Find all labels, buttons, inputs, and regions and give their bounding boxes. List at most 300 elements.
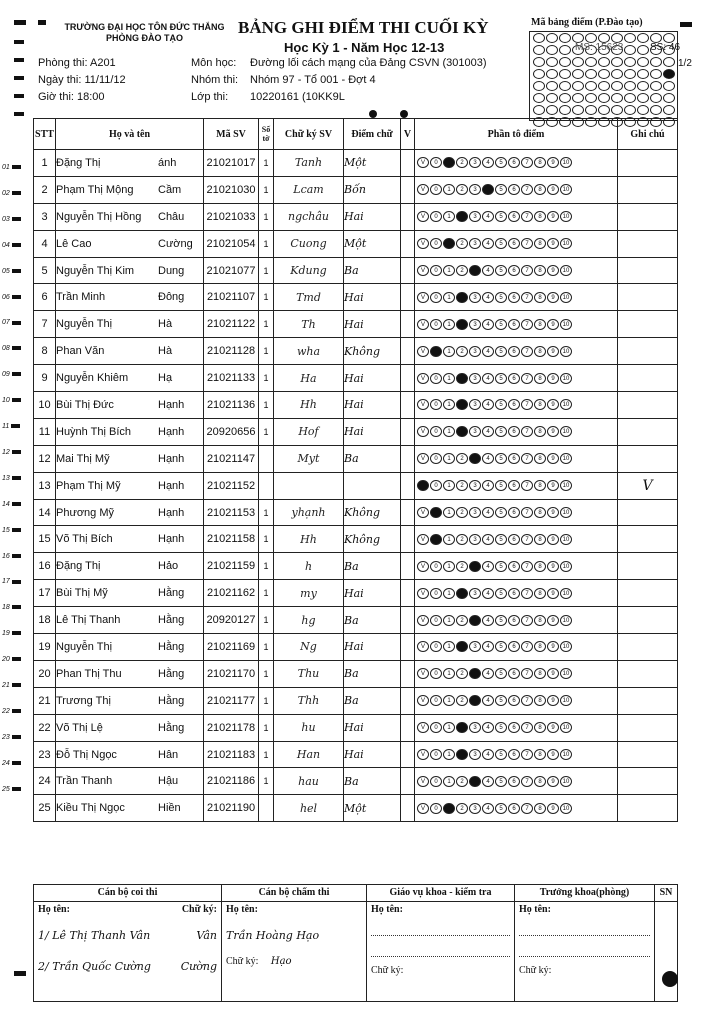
grade-bubble: V bbox=[417, 211, 429, 222]
row-marker-bar bbox=[12, 683, 21, 687]
student-last-name: Phương Mỹ bbox=[56, 506, 114, 519]
grade-bubble: 8 bbox=[534, 399, 546, 410]
v-cell bbox=[401, 176, 415, 203]
grade-bubble: 5 bbox=[495, 157, 507, 168]
student-id: 21021152 bbox=[204, 472, 259, 499]
row-stt: 16 bbox=[34, 553, 56, 580]
grade-bubbles bbox=[415, 660, 618, 687]
grade-bubble: 1 bbox=[443, 722, 455, 733]
row-marker-number: 21 bbox=[2, 682, 10, 689]
grade-bubbles bbox=[415, 392, 618, 419]
grade-bubble: 4 bbox=[482, 507, 494, 518]
student-first-name: Hậu bbox=[158, 775, 179, 788]
row-marker-bar bbox=[12, 580, 21, 584]
grade-bubble: 9 bbox=[547, 561, 559, 572]
grade-bubble: 10 bbox=[560, 346, 572, 357]
v-cell bbox=[401, 768, 415, 795]
code-bubble bbox=[650, 81, 662, 91]
grade-bubble: 8 bbox=[534, 641, 546, 652]
code-bubble bbox=[611, 69, 623, 79]
grade-bubbles bbox=[415, 553, 618, 580]
grade-word: Hai bbox=[344, 418, 401, 445]
grade-bubble: V bbox=[417, 668, 429, 679]
row-marker-bar bbox=[12, 243, 21, 247]
grade-bubble: 7 bbox=[521, 561, 533, 572]
code-bubble bbox=[585, 81, 597, 91]
sheet-count: 1 bbox=[259, 607, 274, 634]
student-first-name: Hạnh bbox=[158, 533, 185, 546]
grade-bubble: 8 bbox=[534, 292, 546, 303]
grade-bubble: 3 bbox=[469, 426, 481, 437]
student-name bbox=[56, 418, 204, 445]
registration-mark bbox=[14, 76, 24, 80]
grade-bubble: 8 bbox=[534, 803, 546, 814]
grade-bubble: 9 bbox=[547, 588, 559, 599]
grade-bubble: 5 bbox=[495, 480, 507, 491]
student-first-name: Hân bbox=[158, 748, 179, 761]
grade-bubble: 8 bbox=[534, 238, 546, 249]
grade-bubble: 3 bbox=[469, 507, 481, 518]
row-marker bbox=[2, 294, 21, 301]
student-id: 21021162 bbox=[204, 580, 259, 607]
student-name bbox=[56, 741, 204, 768]
grade-bubble: 3 bbox=[469, 211, 481, 222]
grade-bubbles bbox=[415, 445, 618, 472]
note-cell bbox=[618, 365, 678, 392]
grade-bubble: 5 bbox=[495, 803, 507, 814]
grade-bubble: 8 bbox=[534, 695, 546, 706]
note-cell bbox=[618, 526, 678, 553]
student-name bbox=[56, 795, 204, 822]
code-bubble bbox=[572, 93, 584, 103]
grade-word: Hai bbox=[344, 365, 401, 392]
proctor-2-name: 2/ Trần Quốc Cường bbox=[38, 960, 151, 973]
grade-word: Một bbox=[344, 150, 401, 177]
grade-bubble: 1 bbox=[443, 453, 455, 464]
row-marker bbox=[2, 682, 21, 689]
grade-bubble: 6 bbox=[508, 722, 520, 733]
row-stt: 11 bbox=[34, 418, 56, 445]
grade-word: Ba bbox=[344, 257, 401, 284]
subject-value: Đường lối cách mạng của Đảng CSVN (301003) bbox=[250, 57, 487, 69]
student-last-name: Bùi Thị Đức bbox=[56, 398, 114, 411]
grade-bubble: 5 bbox=[495, 534, 507, 545]
student-name bbox=[56, 284, 204, 311]
row-marker bbox=[2, 475, 21, 482]
student-name bbox=[56, 150, 204, 177]
table-row bbox=[34, 418, 678, 445]
student-first-name: Hạnh bbox=[158, 506, 185, 519]
registration-mark bbox=[680, 22, 692, 27]
registration-mark bbox=[14, 20, 26, 25]
row-marker-number: 20 bbox=[2, 656, 10, 664]
sheet-count: 1 bbox=[259, 768, 274, 795]
student-signature: hel bbox=[274, 795, 344, 822]
grade-bubble: 8 bbox=[534, 319, 546, 330]
code-bubble bbox=[533, 81, 545, 91]
grade-bubble: 10 bbox=[560, 507, 572, 518]
grade-bubble: 2 bbox=[456, 346, 468, 357]
code-bubble bbox=[559, 105, 571, 115]
row-marker bbox=[2, 656, 21, 663]
grade-bubble: 10 bbox=[560, 668, 572, 679]
grade-bubble: V bbox=[417, 561, 429, 572]
grade-bubble: 1 bbox=[443, 749, 455, 760]
grade-bubble: 9 bbox=[547, 615, 559, 626]
student-last-name: Lê Thị Thanh bbox=[56, 614, 121, 627]
student-signature: hau bbox=[274, 768, 344, 795]
row-stt: 7 bbox=[34, 311, 56, 338]
proctor-cell bbox=[34, 902, 222, 1002]
code-bubble bbox=[650, 57, 662, 67]
student-first-name: Hà bbox=[158, 318, 173, 331]
grade-bubble bbox=[456, 399, 468, 410]
table-row bbox=[34, 230, 678, 257]
code-bubble bbox=[611, 93, 623, 103]
grade-bubble: 0 bbox=[430, 238, 442, 249]
grade-bubble: 10 bbox=[560, 803, 572, 814]
note-cell bbox=[618, 499, 678, 526]
grade-bubble: 5 bbox=[495, 238, 507, 249]
grade-bubble: 0 bbox=[430, 803, 442, 814]
v-cell bbox=[401, 499, 415, 526]
student-signature: Tmd bbox=[274, 284, 344, 311]
grade-bubble: 9 bbox=[547, 507, 559, 518]
row-marker-bar bbox=[12, 476, 21, 480]
row-marker-bar bbox=[12, 217, 21, 221]
table-row bbox=[34, 607, 678, 634]
dotted-line bbox=[519, 936, 650, 957]
grade-bubble: 3 bbox=[469, 534, 481, 545]
code-bubble bbox=[611, 57, 623, 67]
student-signature: h bbox=[274, 553, 344, 580]
grade-bubble: 4 bbox=[482, 615, 494, 626]
grade-bubble: 3 bbox=[469, 399, 481, 410]
grade-bubble bbox=[456, 749, 468, 760]
row-marker-bar bbox=[12, 165, 21, 169]
proctor-header: Cán bộ coi thi bbox=[34, 885, 222, 902]
sheet-count: 1 bbox=[259, 660, 274, 687]
grade-bubble: 10 bbox=[560, 749, 572, 760]
grade-bubble: 10 bbox=[560, 480, 572, 491]
grade-bubble: 10 bbox=[560, 615, 572, 626]
student-signature: hg bbox=[274, 607, 344, 634]
grade-bubble bbox=[417, 480, 429, 491]
grade-bubble: 9 bbox=[547, 373, 559, 384]
grade-bubble: 10 bbox=[560, 534, 572, 545]
grade-bubble: 5 bbox=[495, 211, 507, 222]
code-bubble bbox=[559, 33, 571, 43]
table-row bbox=[34, 257, 678, 284]
grade-bubble: 1 bbox=[443, 588, 455, 599]
row-marker-bar bbox=[12, 709, 21, 713]
row-marker bbox=[2, 578, 21, 585]
row-marker-number: 11 bbox=[2, 423, 10, 430]
grade-bubble: 3 bbox=[469, 641, 481, 652]
student-last-name: Nguyễn Thị bbox=[56, 640, 113, 653]
code-bubble bbox=[611, 81, 623, 91]
sheet-number: MS: 15623 bbox=[575, 42, 624, 53]
student-name bbox=[56, 634, 204, 661]
grade-bubble bbox=[430, 534, 442, 545]
grade-bubble: 1 bbox=[443, 534, 455, 545]
row-marker-bar bbox=[12, 398, 21, 402]
office-label: PHÒNG ĐÀO TẠO bbox=[105, 33, 183, 43]
grade-bubble: 6 bbox=[508, 588, 520, 599]
grade-bubble: 6 bbox=[508, 641, 520, 652]
row-stt: 10 bbox=[34, 392, 56, 419]
grade-bubble: 9 bbox=[547, 319, 559, 330]
grade-bubble: 7 bbox=[521, 507, 533, 518]
grade-bubble: 10 bbox=[560, 453, 572, 464]
group-label: Nhóm thi: bbox=[191, 74, 239, 86]
class-value: 10220161 (10KK9L bbox=[250, 91, 345, 103]
grade-bubble: 6 bbox=[508, 426, 520, 437]
row-marker-bar bbox=[12, 295, 21, 299]
grade-bubble: 2 bbox=[456, 238, 468, 249]
row-marker bbox=[2, 708, 21, 715]
row-marker bbox=[2, 242, 21, 249]
student-first-name: Hà bbox=[158, 345, 173, 358]
student-name bbox=[56, 660, 204, 687]
row-marker bbox=[2, 553, 21, 560]
grader-cell bbox=[222, 902, 367, 1002]
grade-bubble: 4 bbox=[482, 346, 494, 357]
grade-bubble: 1 bbox=[443, 668, 455, 679]
code-bubble bbox=[624, 81, 636, 91]
table-row bbox=[34, 714, 678, 741]
grade-bubble: 7 bbox=[521, 480, 533, 491]
grade-bubble: 0 bbox=[430, 453, 442, 464]
row-marker-number: 23 bbox=[2, 733, 10, 741]
grade-bubble: 4 bbox=[482, 238, 494, 249]
dean-sig-label: Chữ ký: bbox=[519, 965, 552, 976]
v-cell bbox=[401, 257, 415, 284]
student-name bbox=[56, 338, 204, 365]
grade-bubble bbox=[443, 803, 455, 814]
grade-bubble: 5 bbox=[495, 749, 507, 760]
row-marker bbox=[2, 449, 21, 456]
sheet-count: 1 bbox=[259, 714, 274, 741]
sheet-count: 1 bbox=[259, 418, 274, 445]
grade-bubble: 1 bbox=[443, 641, 455, 652]
student-first-name: Hạnh bbox=[158, 425, 185, 438]
student-last-name: Nguyễn Khiêm bbox=[56, 372, 129, 385]
row-marker bbox=[2, 734, 21, 741]
row-marker bbox=[2, 319, 21, 326]
grade-bubble: 1 bbox=[443, 319, 455, 330]
grade-bubble: 3 bbox=[469, 803, 481, 814]
grade-bubble: 0 bbox=[430, 211, 442, 222]
row-marker-bar bbox=[12, 605, 21, 609]
student-id: 21021054 bbox=[204, 230, 259, 257]
code-bubble bbox=[637, 93, 649, 103]
timing-dot bbox=[369, 110, 377, 118]
grade-bubble: 3 bbox=[469, 157, 481, 168]
sheet-count: 1 bbox=[259, 526, 274, 553]
grade-bubble: 0 bbox=[430, 749, 442, 760]
sheet-count bbox=[259, 445, 274, 472]
v-cell bbox=[401, 472, 415, 499]
note-cell bbox=[618, 150, 678, 177]
student-first-name: Hằng bbox=[158, 667, 185, 680]
grade-bubble: V bbox=[417, 507, 429, 518]
semester-title: Học Kỳ 1 - Năm Học 12-13 bbox=[284, 40, 445, 55]
student-first-name: Hảo bbox=[158, 560, 179, 573]
row-stt: 15 bbox=[34, 526, 56, 553]
student-name bbox=[56, 580, 204, 607]
student-first-name: Hạ bbox=[158, 372, 173, 385]
student-signature: Han bbox=[274, 741, 344, 768]
grade-bubble: 1 bbox=[443, 211, 455, 222]
table-row bbox=[34, 176, 678, 203]
student-id: 21021133 bbox=[204, 365, 259, 392]
student-name bbox=[56, 176, 204, 203]
table-row bbox=[34, 795, 678, 822]
grade-bubble: 5 bbox=[495, 722, 507, 733]
dotted-line bbox=[519, 915, 650, 936]
student-signature: Hof bbox=[274, 418, 344, 445]
grade-bubble bbox=[456, 319, 468, 330]
code-bubble bbox=[663, 93, 675, 103]
code-bubble bbox=[598, 81, 610, 91]
grade-bubble: 10 bbox=[560, 184, 572, 195]
v-cell bbox=[401, 150, 415, 177]
student-last-name: Kiều Thị Ngọc bbox=[56, 802, 125, 815]
grade-bubble: 1 bbox=[443, 399, 455, 410]
dean-header: Trưởng khoa(phòng) bbox=[515, 885, 655, 902]
row-stt: 9 bbox=[34, 365, 56, 392]
grade-bubble bbox=[469, 695, 481, 706]
code-bubble bbox=[637, 81, 649, 91]
col-grade-word: Điểm chữ bbox=[344, 119, 401, 150]
grade-bubble: 6 bbox=[508, 292, 520, 303]
grade-bubble: 8 bbox=[534, 265, 546, 276]
sheet-count: 1 bbox=[259, 553, 274, 580]
student-name bbox=[56, 607, 204, 634]
grade-bubble: 6 bbox=[508, 346, 520, 357]
grade-word: Một bbox=[344, 230, 401, 257]
code-bubble bbox=[650, 93, 662, 103]
v-cell bbox=[401, 392, 415, 419]
table-row bbox=[34, 553, 678, 580]
grade-bubble: 6 bbox=[508, 507, 520, 518]
grade-bubble: 9 bbox=[547, 776, 559, 787]
row-marker-bar bbox=[12, 191, 21, 195]
grade-bubble: 4 bbox=[482, 292, 494, 303]
university-label: TRƯỜNG ĐẠI HỌC TÔN ĐỨC THẮNG bbox=[64, 22, 225, 32]
dean-cell bbox=[515, 902, 655, 1002]
grade-bubble bbox=[469, 776, 481, 787]
student-last-name: Nguyễn Thị Kim bbox=[56, 264, 135, 277]
code-bubble bbox=[637, 45, 649, 55]
code-bubble bbox=[598, 105, 610, 115]
grade-bubble: 7 bbox=[521, 211, 533, 222]
code-bubble bbox=[533, 57, 545, 67]
row-stt: 21 bbox=[34, 687, 56, 714]
student-first-name: Dung bbox=[158, 264, 185, 277]
table-row bbox=[34, 580, 678, 607]
code-bubble bbox=[546, 45, 558, 55]
student-first-name: Hằng bbox=[158, 614, 185, 627]
grade-bubble: 7 bbox=[521, 668, 533, 679]
grade-bubble: 5 bbox=[495, 695, 507, 706]
grade-bubble bbox=[469, 615, 481, 626]
grade-bubble: 0 bbox=[430, 319, 442, 330]
code-bubble bbox=[624, 57, 636, 67]
row-stt: 19 bbox=[34, 634, 56, 661]
grade-bubble: 6 bbox=[508, 319, 520, 330]
table-row bbox=[34, 741, 678, 768]
exam-room: Phòng thi: A201 bbox=[38, 57, 116, 69]
grade-word: Hai bbox=[344, 580, 401, 607]
student-signature: Thu bbox=[274, 660, 344, 687]
grade-bubble: 3 bbox=[469, 480, 481, 491]
grade-bubble: 5 bbox=[495, 292, 507, 303]
code-bubble bbox=[546, 69, 558, 79]
code-bubble bbox=[598, 57, 610, 67]
code-bubble bbox=[559, 57, 571, 67]
col-sheets: Số tờ bbox=[259, 119, 274, 150]
student-last-name: Trần Thanh bbox=[56, 775, 113, 788]
grade-bubble: V bbox=[417, 776, 429, 787]
grade-bubble: 6 bbox=[508, 776, 520, 787]
grade-word: Ba bbox=[344, 660, 401, 687]
grade-bubble: V bbox=[417, 346, 429, 357]
code-bubble-row bbox=[533, 81, 677, 92]
code-bubble bbox=[663, 69, 675, 79]
note-cell bbox=[618, 741, 678, 768]
grade-bubble: 1 bbox=[443, 292, 455, 303]
student-name bbox=[56, 768, 204, 795]
grade-bubble: 7 bbox=[521, 749, 533, 760]
v-cell bbox=[401, 714, 415, 741]
code-bubble bbox=[585, 105, 597, 115]
row-marker-bar bbox=[12, 321, 21, 325]
proctor-sig-label: Chữ ký: bbox=[181, 904, 217, 915]
grade-bubble: 7 bbox=[521, 184, 533, 195]
registration-mark bbox=[14, 94, 24, 98]
note-cell bbox=[618, 634, 678, 661]
grade-bubble: 7 bbox=[521, 453, 533, 464]
grade-bubble: 4 bbox=[482, 399, 494, 410]
grade-bubble: 7 bbox=[521, 588, 533, 599]
grade-bubble: 6 bbox=[508, 399, 520, 410]
row-marker-number: 02 bbox=[2, 189, 10, 197]
code-bubble bbox=[637, 69, 649, 79]
student-last-name: Phạm Thị Mỹ bbox=[56, 479, 121, 492]
grade-bubble: 7 bbox=[521, 776, 533, 787]
grade-bubble: 4 bbox=[482, 749, 494, 760]
row-marker-number: 13 bbox=[2, 474, 10, 482]
code-bubble bbox=[585, 57, 597, 67]
grade-bubble: 6 bbox=[508, 480, 520, 491]
note-cell bbox=[618, 768, 678, 795]
grade-bubble: 2 bbox=[456, 507, 468, 518]
grade-bubble: 4 bbox=[482, 561, 494, 572]
row-marker-number: 22 bbox=[2, 707, 10, 715]
sn-cell bbox=[655, 902, 678, 1002]
col-signature: Chữ ký SV bbox=[274, 119, 344, 150]
grade-bubble: 10 bbox=[560, 695, 572, 706]
v-cell bbox=[401, 445, 415, 472]
grade-bubble: 4 bbox=[482, 641, 494, 652]
row-stt: 24 bbox=[34, 768, 56, 795]
grade-bubble: 9 bbox=[547, 749, 559, 760]
code-bubble bbox=[572, 105, 584, 115]
student-id: 21021077 bbox=[204, 257, 259, 284]
note-cell bbox=[618, 392, 678, 419]
